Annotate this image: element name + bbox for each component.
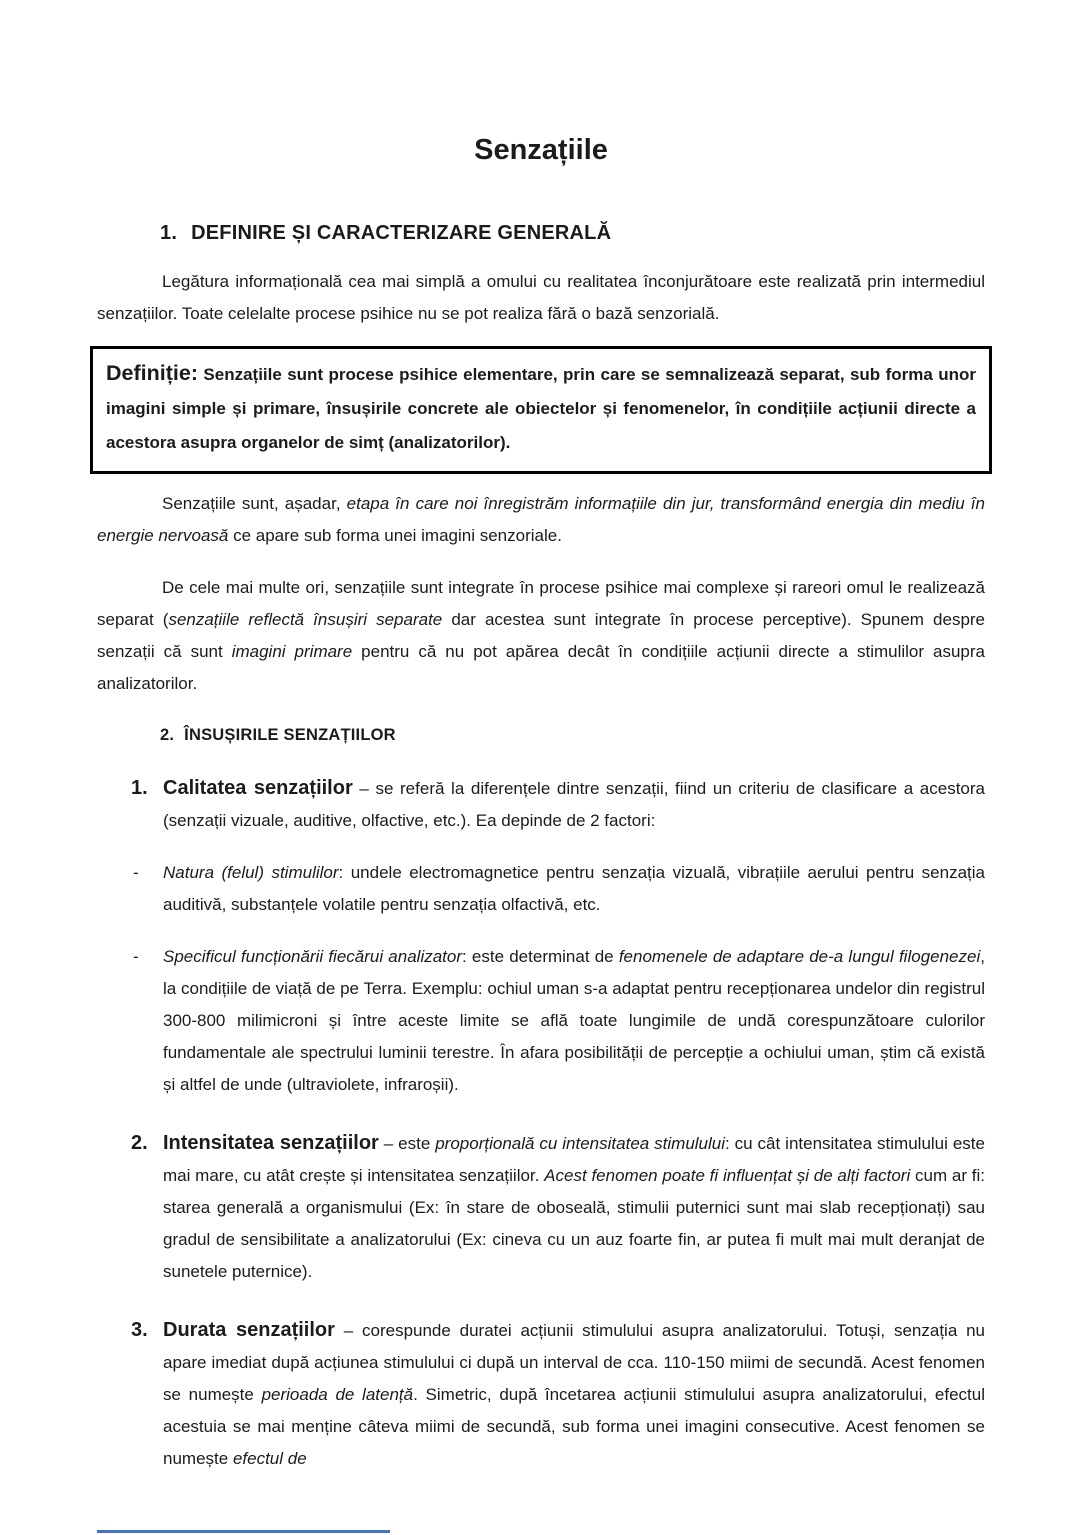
bullet-item-specificul	[97, 941, 985, 1101]
section-heading-definire	[160, 220, 985, 246]
heading-number: 2.	[160, 726, 175, 744]
list-item-body: Durata senzațiilor – corespunde duratei acțiunii stimulului asupra analizatorului. Totuși, senzația nu apare imediat după acțiunea stimulului ci după un interval de cca. 110-150 miimi de secundă. Acest fenomen se numește perioada de latență. Simetric, după încetarea acțiunii stimulului asupra analizatorului, efectul acestuia se mai menține câteva miimi de secundă, sub forma unei imagini consecutive. Acest fenomen se numește efectul de	[163, 1319, 986, 1468]
section-heading-insusiri	[160, 724, 985, 746]
bullet-marker: -	[133, 863, 139, 882]
heading-number: 1.	[160, 222, 178, 244]
list-item-body: Calitatea senzațiilor – se referă la diferențele dintre senzații, fiind un criteriu de clasificare a acestora (senzații vizuale, auditive, olfactive, etc.). Ea depinde de 2 factori:	[163, 777, 986, 830]
list-item-number: 2.	[131, 1132, 148, 1154]
list-item-number: 3.	[131, 1319, 148, 1341]
bullet-marker: -	[133, 947, 139, 966]
bullet-item-natura	[97, 857, 985, 921]
definition-box: Definiție: Senzațiile sunt procese psihice elementare, prin care se semnalizează separat, sub forma unor imagini simple și primare, însușirile concrete ale obiectelor și fenomenelor, în condițiile acțiunii directe a acestora asupra organelor de simț (analizatorilor).	[90, 346, 992, 474]
list-item-number: 1.	[131, 777, 148, 799]
list-item-calitatea	[97, 772, 985, 837]
heading-label: DEFINIRE ȘI CARACTERIZARE GENERALĂ	[191, 222, 612, 244]
bullet-body: Natura (felul) stimulilor: undele electromagnetice pentru senzația vizuală, vibrațiile aerului pentru senzația auditivă, substanțele volatile pentru senzația olfactivă, etc.	[163, 863, 986, 914]
list-item-intensitatea	[97, 1127, 985, 1288]
heading-label: ÎNSUȘIRILE SENZAȚIILOR	[184, 726, 396, 744]
page-title: Senzațiile	[474, 134, 608, 166]
bullet-body: Specificul funcționării fiecărui analizator: este determinat de fenomenele de adaptare de-a lungul filogenezei, la condițiile de viață de pe Terra. Exemplu: ochiul uman s-a adaptat pentru recepționarea undelor din registrul 300-800 milimicroni și între aceste limite se află toate lungimile de undă corespunzătoare culorilor fundamentale ale spectrului luminii terestre. În afara posibilității de percepție a ochiului uman, știm că există și altfel de unde (ultraviolete, infraroșii).	[163, 947, 985, 1094]
list-item-durata	[97, 1314, 985, 1475]
paragraph-intro: Legătura informațională cea mai simplă a omului cu realitatea înconjurătoare este realizată prin intermediul senzațiilor. Toate celelalte procese psihice nu se pot realiza fără o bază senzorială.	[97, 272, 985, 323]
page-bottom-rule	[97, 1530, 390, 1533]
list-item-body: Intensitatea senzațiilor – este proporțională cu intensitatea stimulului: cu cât intensitatea stimulului este mai mare, cu atât crește și intensitatea senzațiilor. Acest fenomen poate fi influențat și de alți factori cum ar fi: starea generală a organismului (Ex: în stare de oboseală, stimulii puternici sunt mai slab recepționați) sau gradul de sensibilitate a analizatorului (Ex: cineva cu un auz foarte fin, ar putea fi mult mai mult deranjat de sunetele puternice).	[163, 1132, 985, 1281]
paragraph-asadar: Senzațiile sunt, așadar, etapa în care noi înregistrăm informațiile din jur, transformând energia din mediu în energie nervoasă ce apare sub forma unei imagini senzoriale.	[97, 494, 985, 545]
paragraph-integrare: De cele mai multe ori, senzațiile sunt integrate în procese psihice mai complexe și rareori omul le realizează separat (senzațiile reflectă însușiri separate dar acestea sunt integrate în procese perceptive). Spunem despre senzații că sunt imagini primare pentru că nu pot apărea decât în condițiile acțiunii directe a stimulilor asupra analizatorilor.	[97, 578, 986, 693]
